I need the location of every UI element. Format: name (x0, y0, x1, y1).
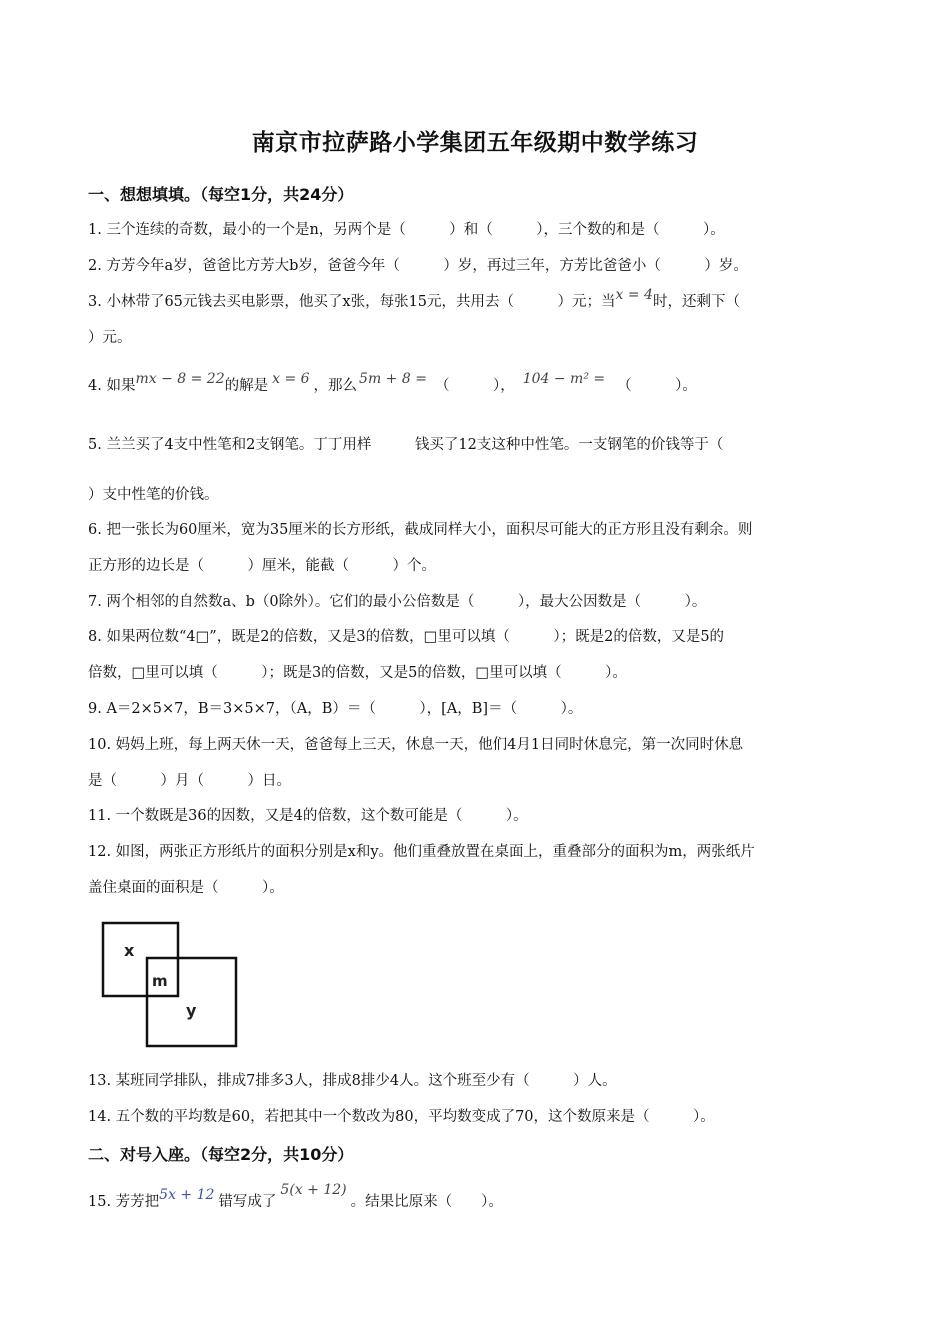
question-4-text-2: 的解是 (224, 378, 269, 394)
question-4-text-5: （ ）。 (617, 378, 697, 394)
question-15-formula-2: 5(x + 12) (280, 1182, 347, 1198)
question-6-line-2: 正方形的边长是（ ）厘米，能截（ ）个。 (88, 558, 436, 574)
overlap-label: m (152, 972, 168, 990)
square-x-label: x (124, 941, 135, 960)
question-4 (88, 371, 697, 396)
square-y-label: y (186, 1001, 197, 1020)
question-4-formula-1: mx − 8 = 22 (135, 371, 225, 387)
question-3-text: 3. 小林带了65元钱去买电影票，他买了x张，每张15元，共用去（ ）元；当 (88, 294, 616, 310)
question-4-text-3: ，那么 (313, 378, 358, 394)
question-3-line-1 (88, 287, 740, 312)
question-13: 13. 某班同学排队，排成7排多3人，排成8排少4人。这个班至少有（ ）人。 (88, 1073, 617, 1089)
question-3-line-2: ）元。 (88, 330, 132, 346)
question-15-text-1: 15. 芳芳把 (88, 1194, 160, 1210)
question-1: 1. 三个连续的奇数，最小的一个是n，另两个是（ ）和（ ），三个数的和是（ ）。 (88, 222, 725, 238)
question-3-formula: x = 4 (615, 287, 653, 303)
question-12-line-1: 12. 如图，两张正方形纸片的面积分别是x和y。他们重叠放置在桌面上，重叠部分的面积为m，两张纸片 (88, 844, 755, 860)
question-10-line-1: 10. 妈妈上班，每上两天休一天，爸爸每上三天，休息一天，他们4月1日同时休息完，第一次同时休息 (88, 737, 744, 753)
overlapping-squares-figure (98, 918, 243, 1050)
question-8-line-2: 倍数，□里可以填（ ）；既是3的倍数，又是5的倍数，□里可以填（ ）。 (88, 665, 627, 681)
question-3-text-end: 时，还剩下（ (652, 294, 740, 310)
question-7: 7. 两个相邻的自然数a、b（0除外）。它们的最小公倍数是（ ），最大公因数是（ ）。 (88, 594, 707, 610)
question-4-text-4: （ ）， (434, 378, 515, 394)
question-5-line-1: 5. 兰兰买了4支中性笔和2支钢笔。丁丁用样 钱买了12支这种中性笔。一支钢笔的价钱等于（ (88, 437, 724, 453)
page-title: 南京市拉萨路小学集团五年级期中数学练习 (251, 130, 699, 156)
question-15-text-3: 。结果比原来（ ）。 (350, 1194, 503, 1210)
question-10-line-2: 是（ ）月（ ）日。 (88, 773, 291, 789)
question-4-formula-4: 104 − m² = (522, 371, 606, 387)
question-15 (88, 1182, 503, 1212)
question-4-text-1: 4. 如果 (88, 378, 136, 394)
question-2: 2. 方芳今年a岁，爸爸比方芳大b岁，爸爸今年（ ）岁，再过三年，方芳比爸爸小（ ）岁。 (88, 258, 748, 274)
section-heading-choices: 二、对号入座。（每空2分，共10分） (88, 1145, 354, 1164)
question-5-line-2: ）支中性笔的价钱。 (88, 487, 219, 503)
question-6-line-1: 6. 把一张长为60厘米，宽为35厘米的长方形纸，截成同样大小，面积尽可能大的正方形且没有剩余。则 (88, 522, 753, 538)
question-12-line-2: 盖住桌面的面积是（ ）。 (88, 880, 284, 896)
question-15-text-2: 错写成了 (218, 1194, 277, 1210)
question-8-line-1: 8. 如果两位数“4□”，既是2的倍数，又是3的倍数，□里可以填（ ）；既是2的倍数，又是5的 (88, 629, 725, 645)
question-9: 9. A＝2×5×7，B＝3×5×7，（A，B）＝（ ），[A，B]＝（ ）。 (88, 701, 583, 717)
question-14: 14. 五个数的平均数是60，若把其中一个数改为80，平均数变成了70，这个数原来是（ ）。 (88, 1109, 715, 1125)
question-4-formula-2: x = 6 (272, 371, 310, 387)
question-15-formula-1: 5x + 12 (159, 1187, 215, 1203)
section-heading-fill-blanks: 一、想想填填。（每空1分，共24分） (88, 185, 354, 204)
question-4-formula-3: 5m + 8 = (359, 371, 427, 387)
question-11: 11. 一个数既是36的因数，又是4的倍数，这个数可能是（ ）。 (88, 808, 528, 824)
